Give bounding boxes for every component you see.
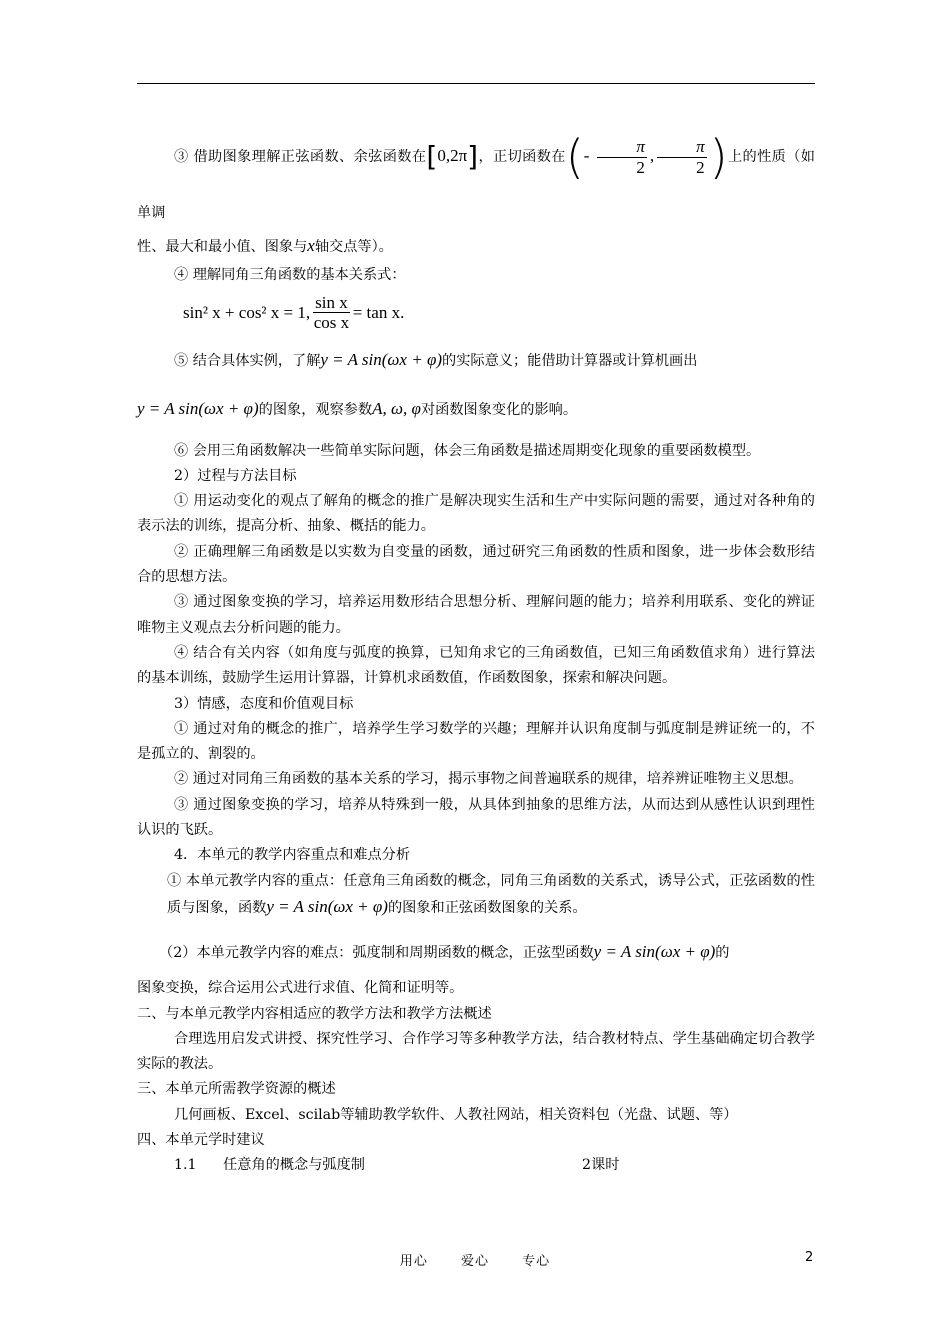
text: 性、最大和最小值、图象与 (137, 239, 308, 255)
header-rule (137, 83, 815, 84)
text: 轴交点等）。 (314, 239, 393, 255)
denominator: cos x (313, 313, 350, 333)
formula-sine: y = A sin(ωx + φ) (320, 349, 443, 369)
minus-sign: - (583, 146, 590, 165)
eq-lhs: sin² x + cos² x = 1, (183, 302, 311, 322)
heading-emotion: 3）情感，态度和价值观目标 (174, 695, 354, 712)
footer-text: 专心 (522, 1254, 551, 1269)
paren: ( (565, 130, 584, 184)
eq-rhs: = tan x. (352, 302, 405, 322)
paragraph-process-3: ③ 通过图象变换的学习，培养运用数形结合思想分析、理解问题的能力；培养利用联系、变化的辨证唯物主义观点去分析问题的能力。 (137, 594, 815, 636)
paragraph-process-2: ② 正确理解三角函数是以实数为自变量的函数，通过研究三角函数的性质和图象，进一步体会数形结合的思想方法。 (137, 543, 815, 586)
paragraph-objective-4: ④ 理解同角三角函数的基本关系式： (174, 267, 406, 284)
paragraph-resources: 几何画板、Excel、scilab等辅助教学软件、人教社网站，相关资料包（光盘、试题、等） (174, 1106, 738, 1123)
params: A, ω, φ (372, 398, 421, 418)
fraction-pi-2 (597, 137, 647, 177)
section-title: 任意角的概念与弧度制 (223, 1157, 365, 1174)
paragraph-objective-3: ③ 借助图象理解正弦函数、余弦函数在[0,2π]，正切函数在(- $\frac{\pi}{2}$ , $\frac{\pi}{2}$ )上的性质（如单调 (137, 130, 815, 221)
document-body (137, 128, 815, 1179)
formula-sine: y = A sin(ωx + φ) (266, 896, 388, 916)
numerator: π (657, 137, 707, 158)
section-heading-resources: 三、本单元所需教学资源的概述 (137, 1081, 336, 1098)
text: ，正切函数在 (478, 149, 566, 165)
text: 上的性质（如单调 (137, 149, 815, 221)
page-number: 2 (805, 1250, 814, 1265)
paragraph-objective-3-cont (137, 233, 815, 260)
text: ① 本单元教学内容的重点：任意角三角函数的概念，同角三角函数的关系式，诱导公式，正弦函数的性质与图象，函数 (167, 872, 815, 916)
heading-key-points: 4．本单元的教学内容重点和难点分析 (174, 847, 411, 864)
paragraph-process-1: ① 用运动变化的观点了解角的概念的推广是解决现实生活和生产中实际问题的需要，通过对各种角的表示法的训练，提高分析、抽象、概括的能力。 (137, 493, 815, 535)
section-heading-hours: 四、本单元学时建议 (137, 1132, 265, 1149)
bracket: [ (426, 140, 438, 173)
marker: ③ (174, 149, 189, 165)
paragraph-objective-5-cont (137, 392, 815, 427)
interval-0-2pi: 0,2π (437, 146, 468, 165)
paragraph-objective-6: ⑥ 会用三角函数解决一些简单实际问题，体会三角函数是描述周期变化现象的重要函数模型。 (174, 442, 761, 459)
denominator: 2 (636, 157, 645, 177)
paragraph-emotion-3: ③ 通过图象变换的学习，培养从特殊到一般，从具体到抽象的思维方法，从而达到从感性认识到理性认识的飞跃。 (137, 796, 815, 839)
section-hours: 2课时 (582, 1157, 620, 1174)
fraction-sin-cos (313, 293, 350, 333)
formula-sine: y = A sin(ωx + φ) (137, 398, 259, 418)
paragraph-objective-5 (137, 343, 815, 378)
text: 的 (715, 945, 730, 962)
heading-process-method: 2）过程与方法目标 (174, 467, 297, 484)
paragraph-difficulties-cont: 图象变换，综合运用公式进行求值、化简和证明等。 (137, 980, 464, 997)
paragraph-process-4: ④ 结合有关内容（如角度与弧度的换算，已知角求它的三角函数值，已知三角函数值求角）进行算法的基本训练，鼓励学生运用计算器，计算机求函数值，作函数图象，探索和解决问题。 (137, 644, 815, 687)
formula-sine: y = A sin(ωx + φ) (593, 942, 716, 962)
equation-identity (137, 289, 815, 337)
denominator: 2 (696, 157, 705, 177)
variable-x: x (307, 236, 315, 255)
hours-row (137, 1153, 815, 1178)
numerator: π (597, 137, 647, 158)
paren: ) (709, 130, 728, 184)
fraction-pi-2 (657, 137, 707, 177)
numerator: sin x (315, 292, 348, 312)
text: 借助图象理解正弦函数、余弦函数在 (193, 149, 427, 165)
bracket: ] (467, 140, 479, 173)
footer-text: 用心 (399, 1254, 428, 1269)
paragraph-key-points (137, 869, 815, 922)
section-heading-methods: 二、与本单元教学内容相适应的教学方法和教学方法概述 (137, 1005, 492, 1022)
text: 对函数图象变化的影响。 (420, 401, 578, 418)
section-number: 1.1 (174, 1157, 197, 1174)
text: 的图象和正弦函数图象的关系。 (387, 899, 587, 916)
text: ⑤ 结合具体实例，了解 (174, 352, 321, 369)
text: （2）本单元教学内容的难点：弧度制和周期函数的概念，正弦型函数 (159, 945, 594, 962)
text: 的实际意义；能借助计算器或计算机画出 (442, 352, 698, 369)
text: 的图象，观察参数 (258, 401, 373, 418)
paragraph-difficulties (137, 935, 815, 970)
paragraph-emotion-2: ② 通过对同角三角函数的基本关系的学习，揭示事物之间普遍联系的规律，培养辨证唯物主义思想。 (174, 771, 803, 788)
paragraph-methods: 合理选用启发式讲授、探究性学习、合作学习等多种教学方法，结合教材特点、学生基础确定切合教学实际的教法。 (137, 1030, 815, 1073)
hours-row-left (137, 1153, 547, 1178)
paragraph-emotion-1: ① 通过对角的概念的推广，培养学生学习数学的兴趣；理解并认识角度制与弧度制是辨证统一的，不是孤立的、割裂的。 (137, 720, 815, 763)
footer-text: 爱心 (460, 1254, 489, 1269)
